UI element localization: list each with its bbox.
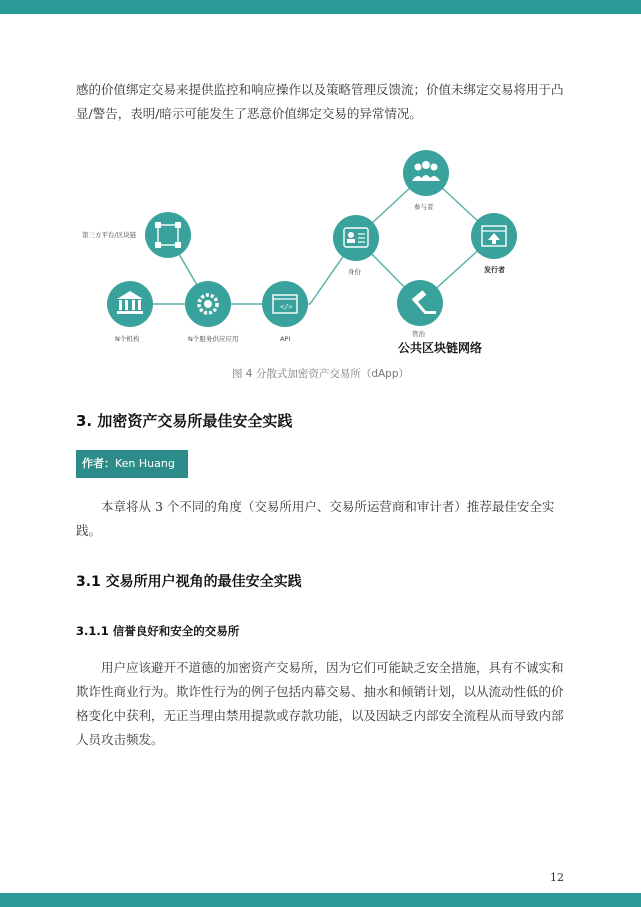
figure-caption: 图 4 分散式加密资产交易所（dApp） <box>231 368 410 380</box>
participants-node <box>403 150 449 211</box>
section-3-1-heading: 3.1 交易所用户视角的最佳安全实践 <box>76 574 302 590</box>
author-prefix: 作者： <box>82 457 115 470</box>
institution-label: N个机构 <box>115 335 140 343</box>
page-number: 12 <box>550 871 564 884</box>
author-box <box>76 450 188 478</box>
service-label: N个服务供应应用 <box>188 335 239 343</box>
section-3-paragraph: 本章将从 3 个不同的角度（交易所用户、交易所运营商和审计者）推荐最佳安全实践。 <box>76 499 555 538</box>
dapp-diagram <box>76 148 556 363</box>
api-label: API <box>280 335 291 343</box>
network-label: 公共区块链网络 <box>398 341 483 355</box>
blockchain-platform-node <box>82 212 191 258</box>
top-band <box>0 0 641 14</box>
issuer-node <box>471 213 517 274</box>
dapp-figure <box>76 148 556 363</box>
institution-node <box>107 281 153 343</box>
intro-paragraph: 感的价值绑定交易来提供监控和响应操作以及策略管理反馈流；价值未绑定交易将用于凸显/警告，表明/暗示可能发生了恶意价值绑定交易的异常情况。 <box>76 82 564 121</box>
section-3-1-1-heading: 3.1.1 信誉良好和安全的交易所 <box>76 624 240 638</box>
author-name: Ken Huang <box>115 457 175 470</box>
svg-text:</>: </> <box>280 303 293 311</box>
governance-node <box>397 280 443 338</box>
section-3-1-1-paragraph: 用户应该避开不道德的加密资产交易所，因为它们可能缺乏安全措施，具有不诚实和欺诈性商业行为。欺诈性行为的例子包括内幕交易、抽水和倾销计划，以从流动性低的价格变化中获利，无正当理由禁用提款或存款功能，以及因缺乏内部安全流程从而导致内部人员攻击频发。 <box>76 660 564 747</box>
governance-label: 管治 <box>412 330 425 338</box>
third-party-label: 第三方平台/区块链 <box>82 231 137 239</box>
identity-node <box>333 215 379 276</box>
participants-label: 参与者 <box>414 203 434 211</box>
identity-label: 身份 <box>348 268 361 276</box>
service-node <box>185 281 238 343</box>
section-3-heading: 3. 加密资产交易所最佳安全实践 <box>76 412 293 430</box>
issuer-label: 发行者 <box>484 266 505 274</box>
api-node <box>262 281 308 343</box>
bottom-band <box>0 893 641 907</box>
